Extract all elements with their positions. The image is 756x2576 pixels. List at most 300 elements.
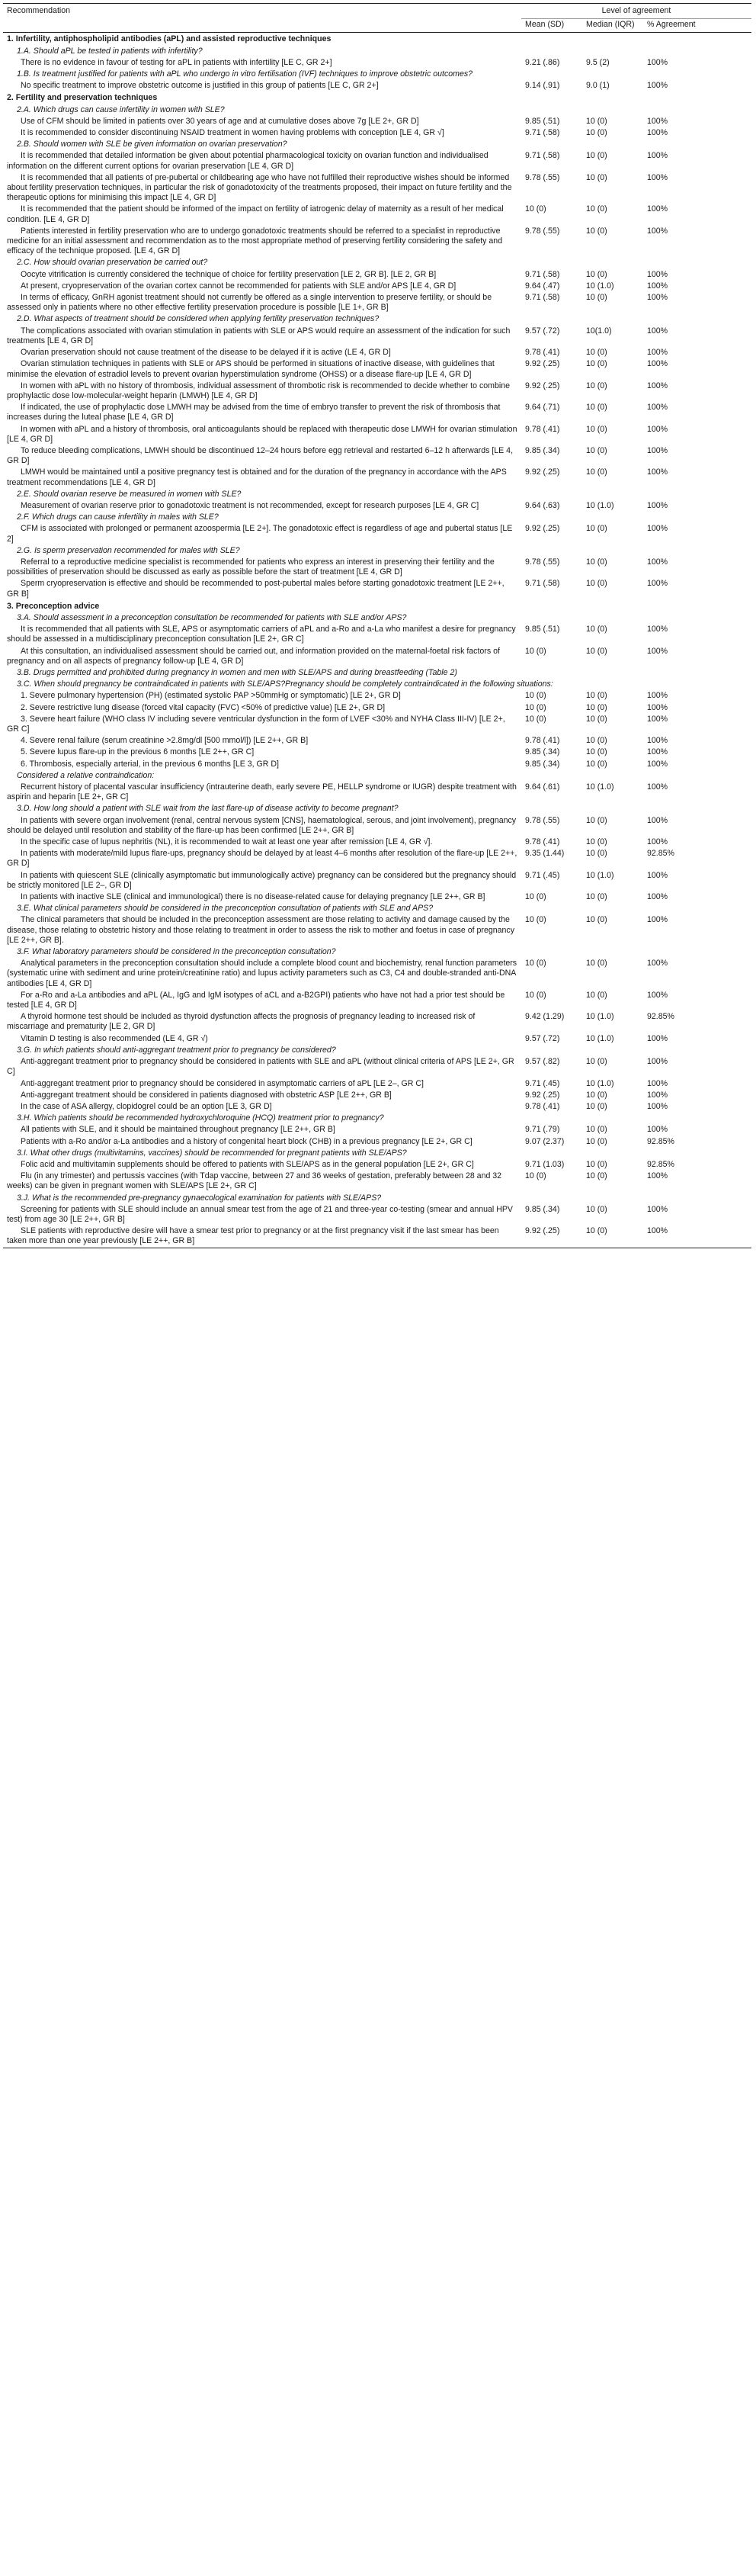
median-iqr-value: 10 (0) bbox=[586, 1057, 607, 1067]
agreement-percent: 100% bbox=[647, 691, 668, 701]
mean-sd-value: 9.71 (.58) bbox=[525, 269, 560, 279]
recommendation-text: Measurement of ovarian reserve prior to gonadotoxic treatment is not recommended, except for research purposes [LE 4, GR C] bbox=[21, 500, 479, 510]
mean-sd-value: 10 (0) bbox=[525, 204, 546, 214]
median-iqr-value: 10 (1.0) bbox=[586, 1012, 614, 1022]
question-text: 3.I. What other drugs (multivitamins, vaccines) should be recommended for pregnant patients with SLE/APS? bbox=[17, 1148, 407, 1158]
recommendation-text: The complications associated with ovarian stimulation in patients with SLE or APS would require an assessment of the indication for such treatments [LE 4, GR D] bbox=[7, 326, 511, 345]
recommendation-text: SLE patients with reproductive desire will have a smear test prior to pregnancy or at the first pregnancy visit if the last smear has been taken more than one year previously [LE 2++, GR B] bbox=[3, 1225, 521, 1248]
recommendation-row bbox=[3, 281, 751, 292]
recommendation-row bbox=[3, 557, 751, 578]
question-text: 3.J. What is the recommended pre-pregnancy gynaecological examination for patients with SLE/APS? bbox=[17, 1193, 382, 1203]
mean-sd-value: 9.35 (1.44) bbox=[525, 849, 565, 859]
recommendation-row bbox=[3, 714, 751, 735]
recommendation-row bbox=[3, 424, 751, 445]
agreement-percent: 100% bbox=[643, 1225, 751, 1248]
header-recommendation: Recommendation bbox=[3, 4, 521, 19]
agreement-percent: 100% bbox=[647, 269, 668, 279]
recommendation-text: It is recommended that all patients with SLE, APS or asymptomatic carriers of aPL and a-Ro and a-La who manifest a desire for pregnancy should be assessed in a multidisciplinary preconception consultation [LE 2+, GR C] bbox=[7, 625, 516, 644]
recommendation-text: In the specific case of lupus nephritis (NL), it is recommended to wait at least one year after remission [LE 4, GR √]. bbox=[21, 837, 433, 847]
mean-sd-value: 9.78 (.55) bbox=[525, 172, 560, 182]
recommendation-row bbox=[3, 735, 751, 747]
recommendation-row bbox=[3, 837, 751, 848]
recommendation-row bbox=[3, 467, 751, 488]
question-row bbox=[3, 1113, 751, 1124]
median-iqr-value: 10 (0) bbox=[586, 1171, 607, 1181]
question-row bbox=[3, 770, 751, 782]
agreement-percent: 100% bbox=[647, 1033, 668, 1043]
agreement-percent: 100% bbox=[647, 524, 668, 534]
question-row bbox=[3, 1045, 751, 1056]
mean-sd-value: 9.92 (.25) bbox=[525, 381, 560, 390]
agreement-percent: 100% bbox=[647, 782, 668, 792]
mean-sd-value: 9.78 (.41) bbox=[525, 736, 560, 746]
median-iqr-value: 10 (0) bbox=[586, 691, 607, 701]
median-iqr-value: 10 (0) bbox=[586, 424, 607, 434]
recommendation-text: A thyroid hormone test should be included as thyroid dysfunction affects the prognosis of pregnancy leading to increased risk of miscarriage and prematurity [LE 2, GR D] bbox=[7, 1012, 476, 1032]
median-iqr-value: 10 (1.0) bbox=[586, 500, 614, 510]
median-iqr-value: 10 (0) bbox=[586, 990, 607, 1000]
recommendation-text: Screening for patients with SLE should include an annual smear test from the age of 21 and three-year co-testing (smear and annual HPV test) from age 30 [LE 2++, GR B] bbox=[7, 1204, 514, 1224]
recommendation-row bbox=[3, 1204, 751, 1225]
recommendation-row bbox=[3, 347, 751, 358]
median-iqr-value: 10 (0) bbox=[586, 759, 607, 769]
mean-sd-value: 9.92 (.25) bbox=[521, 1225, 582, 1248]
mean-sd-value: 10 (0) bbox=[525, 714, 546, 724]
median-iqr-value: 10 (0) bbox=[586, 1204, 607, 1214]
recommendation-text: Vitamin D testing is also recommended (LE 4, GR √) bbox=[21, 1033, 208, 1043]
agreement-percent: 100% bbox=[647, 1078, 668, 1088]
mean-sd-value: 10 (0) bbox=[525, 990, 546, 1000]
median-iqr-value: 9.5 (2) bbox=[586, 57, 610, 67]
question-text: 3.H. Which patients should be recommended hydroxychloroquine (HCQ) treatment prior to pregnancy? bbox=[17, 1113, 384, 1123]
agreement-percent: 100% bbox=[647, 1171, 668, 1181]
mean-sd-value: 10 (0) bbox=[525, 646, 546, 656]
median-iqr-value: 10 (0) bbox=[586, 714, 607, 724]
median-iqr-value: 10 (0) bbox=[586, 915, 607, 925]
recommendation-text: In women with aPL with no history of thrombosis, individual assessment of thrombotic risk is recommended to decide whether to combine prophylactic dose low-molecular-weight heparin (LMWH) [LE 4, GR D] bbox=[7, 381, 511, 400]
mean-sd-value: 9.92 (.25) bbox=[525, 467, 560, 477]
recommendation-row bbox=[3, 1090, 751, 1101]
median-iqr-value: 10 (0) bbox=[586, 151, 607, 161]
agreement-percent: 100% bbox=[647, 579, 668, 589]
recommendation-text: 2. Severe restrictive lung disease (forced vital capacity (FVC) <50% of predictive value) [LE 2+, GR D] bbox=[21, 702, 386, 712]
median-iqr-value: 10 (0) bbox=[586, 736, 607, 746]
agreement-percent: 100% bbox=[647, 172, 668, 182]
question-row bbox=[3, 612, 751, 624]
recommendation-row bbox=[3, 914, 751, 946]
recommendations-document bbox=[3, 3, 751, 2573]
median-iqr-value: 10 (0) bbox=[586, 579, 607, 589]
question-text: 2.F. Which drugs can cause infertility in males with SLE? bbox=[17, 512, 219, 522]
recommendation-row bbox=[3, 500, 751, 512]
recommendation-text: Anti-aggregant treatment prior to pregnancy should be considered in patients with SLE and aPL (without clinical criteria of APS [LE 2+, GR C] bbox=[7, 1057, 514, 1077]
median-iqr-value: 10 (0) bbox=[586, 959, 607, 968]
recommendation-text: Patients interested in fertility preservation who are to undergo gonadotoxic treatments should be referred to a specialist in reproductive medicine for an initial assessment and recommendation as to the most appropriate method of preserving fertility considering the safety and efficacy of the technique proposed. [LE 4, GR D] bbox=[7, 226, 503, 256]
section-title: 3. Preconception advice bbox=[7, 601, 100, 611]
recommendation-row bbox=[3, 1171, 751, 1192]
recommendation-text: In patients with moderate/mild lupus flare-ups, pregnancy should be delayed by at least 4–6 months after resolution of the flare-up [LE 2++, GR D] bbox=[7, 849, 517, 869]
median-iqr-value: 10 (0) bbox=[586, 204, 607, 214]
recommendation-text: At present, cryopreservation of the ovarian cortex cannot be recommended for patients with SLE and/or APS [LE 4, GR D] bbox=[21, 281, 456, 291]
agreement-percent: 100% bbox=[647, 892, 668, 902]
recommendation-row bbox=[3, 759, 751, 770]
question-text: 2.C. How should ovarian preservation be carried out? bbox=[17, 258, 208, 268]
header-mean: Mean (SD) bbox=[521, 19, 582, 33]
recommendation-row bbox=[3, 624, 751, 645]
recommendation-row bbox=[3, 57, 751, 69]
recommendation-text: Sperm cryopreservation is effective and should be recommended to post-pubertal males before starting gonadotoxic treatment [LE 2++, GR B] bbox=[7, 579, 505, 599]
agreement-percent: 100% bbox=[647, 1057, 668, 1067]
recommendation-row bbox=[3, 523, 751, 544]
recommendation-row bbox=[3, 127, 751, 139]
question-row bbox=[3, 139, 751, 150]
mean-sd-value: 9.71 (.58) bbox=[525, 128, 560, 138]
mean-sd-value: 9.78 (.41) bbox=[525, 837, 560, 847]
median-iqr-value: 10 (0) bbox=[586, 359, 607, 369]
median-iqr-value: 10 (0) bbox=[586, 747, 607, 757]
recommendation-row bbox=[3, 1101, 751, 1113]
agreement-percent: 100% bbox=[647, 557, 668, 567]
agreement-percent: 100% bbox=[647, 870, 668, 880]
question-row bbox=[3, 545, 751, 557]
median-iqr-value: 10 (1.0) bbox=[586, 782, 614, 792]
recommendation-row bbox=[3, 226, 751, 258]
question-text: 3.A. Should assessment in a preconception consultation be recommended for patients with SLE and/or APS? bbox=[17, 612, 407, 622]
mean-sd-value: 9.85 (.34) bbox=[525, 445, 560, 455]
question-text: 3.E. What clinical parameters should be considered in the preconception consultation of patients with SLE and APS? bbox=[17, 904, 434, 914]
agreement-percent: 100% bbox=[647, 1090, 668, 1100]
mean-sd-value: 9.57 (.82) bbox=[525, 1057, 560, 1067]
agreement-percent: 100% bbox=[647, 736, 668, 746]
recommendation-text: CFM is associated with prolonged or permanent azoospermia [LE 2+]. The gonadotoxic effect is regardless of age and pubertal status [LE 2] bbox=[7, 524, 513, 544]
agreement-percent: 100% bbox=[647, 359, 668, 369]
mean-sd-value: 9.57 (.72) bbox=[525, 1033, 560, 1043]
median-iqr-value: 10 (0) bbox=[586, 892, 607, 902]
recommendation-text: To reduce bleeding complications, LMWH should be discontinued 12–24 hours before egg retrieval and restarted 6–12 h afterwards [LE 4, GR D] bbox=[7, 445, 514, 466]
median-iqr-value: 10 (0) bbox=[586, 348, 607, 358]
question-row bbox=[3, 803, 751, 814]
recommendation-row bbox=[3, 815, 751, 837]
median-iqr-value: 10 (0) bbox=[586, 837, 607, 847]
question-row bbox=[3, 489, 751, 500]
agreement-percent: 100% bbox=[647, 1101, 668, 1111]
question-text: 1.A. Should aPL be tested in patients with infertility? bbox=[17, 46, 203, 56]
question-text: 1.B. Is treatment justified for patients with aPL who undergo in vitro fertilisation (IVF) techniques to improve obstetric outcomes? bbox=[17, 69, 473, 79]
recommendation-text: It is recommended that detailed information be given about potential pharmacological toxicity on ovarian function and individualised information on the different current options for ovarian preservation [LE 4, GR D] bbox=[7, 151, 489, 171]
question-text: 3.G. In which patients should anti-aggregant treatment prior to pregnancy be considered? bbox=[17, 1045, 336, 1055]
median-iqr-value: 10 (0) bbox=[586, 702, 607, 712]
section-heading-row bbox=[3, 33, 751, 46]
recommendation-text: In the case of ASA allergy, clopidogrel could be an option [LE 3, GR D] bbox=[21, 1101, 272, 1111]
recommendation-text: In women with aPL and a history of thrombosis, oral anticoagulants should be replaced with therapeutic dose LMWH for ovarian stimulation [LE 4, GR D] bbox=[7, 424, 517, 444]
agreement-percent: 100% bbox=[647, 759, 668, 769]
recommendation-text: 5. Severe lupus flare-up in the previous 6 months [LE 2++, GR C] bbox=[21, 747, 255, 757]
recommendation-row bbox=[3, 172, 751, 204]
recommendation-text: At this consultation, an individualised assessment should be carried out, and information provided on the maternal-foetal risk factors of pregnancy and on all aspects of pregnancy follow-up [LE 4, GR D] bbox=[7, 646, 500, 666]
recommendation-row bbox=[3, 358, 751, 380]
question-row bbox=[3, 679, 751, 690]
agreement-percent: 100% bbox=[647, 226, 668, 236]
recommendation-row bbox=[3, 326, 751, 347]
agreement-percent: 100% bbox=[647, 57, 668, 67]
question-text: 2.D. What aspects of treatment should be considered when applying fertility preservation techniques? bbox=[17, 314, 380, 324]
question-text: Considered a relative contraindication: bbox=[17, 770, 155, 780]
agreement-percent: 100% bbox=[647, 381, 668, 390]
median-iqr-value: 10 (0) bbox=[586, 1136, 607, 1146]
mean-sd-value: 9.78 (.41) bbox=[525, 1101, 560, 1111]
mean-sd-value: 9.85 (.34) bbox=[525, 747, 560, 757]
recommendation-row bbox=[3, 1078, 751, 1090]
question-text: 2.G. Is sperm preservation recommended for males with SLE? bbox=[17, 545, 240, 555]
recommendation-row bbox=[3, 891, 751, 903]
recommendation-text: 1. Severe pulmonary hypertension (PH) (estimated systolic PAP >50mmHg or symptomatic) [LE 2+, GR D] bbox=[21, 691, 401, 701]
recommendation-row bbox=[3, 381, 751, 402]
median-iqr-value: 10 (0) bbox=[586, 1090, 607, 1100]
question-text: 3.C. When should pregnancy be contraindicated in patients with SLE/APS?Pregnancy should be completely contraindicated in the following situations: bbox=[17, 679, 553, 689]
mean-sd-value: 9.78 (.55) bbox=[525, 226, 560, 236]
recommendation-row bbox=[3, 292, 751, 313]
agreement-percent: 100% bbox=[647, 714, 668, 724]
agreement-percent: 100% bbox=[647, 116, 668, 126]
mean-sd-value: 10 (0) bbox=[525, 915, 546, 925]
recommendation-text: For a-Ro and a-La antibodies and aPL (AL, IgG and IgM isotypes of aCL and a-B2GPI) patients who have not had a prior test should be tested [LE 4, GR D] bbox=[7, 990, 505, 1010]
mean-sd-value: 9.85 (.51) bbox=[525, 116, 560, 126]
mean-sd-value: 9.78 (.41) bbox=[525, 348, 560, 358]
median-iqr-value: 10 (0) bbox=[586, 625, 607, 634]
question-text: 3.F. What laboratory parameters should be considered in the preconception consultation? bbox=[17, 947, 336, 957]
median-iqr-value: 10(1.0) bbox=[586, 326, 612, 336]
recommendation-row bbox=[3, 1159, 751, 1171]
question-row bbox=[3, 104, 751, 116]
median-iqr-value: 10 (0) bbox=[582, 1225, 643, 1248]
recommendation-text: In terms of efficacy, GnRH agonist treatment should not currently be offered as a single intervention to preserve fertility, or should be assessed only in patients where no other effective fertility preservation procedure is possible [LE 1+, GR B] bbox=[7, 293, 492, 313]
recommendation-text: Oocyte vitrification is currently considered the technique of choice for fertility preservation [LE 2, GR B]. [LE 2, GR B] bbox=[21, 269, 437, 279]
recommendation-row bbox=[3, 402, 751, 423]
question-row bbox=[3, 257, 751, 268]
question-row bbox=[3, 69, 751, 80]
recommendation-row bbox=[3, 204, 751, 225]
agreement-percent: 100% bbox=[647, 702, 668, 712]
recommendation-text: It is recommended that the patient should be informed of the impact on fertility of iatrogenic delay of maternity as a result of her medical condition. [LE 4, GR D] bbox=[7, 204, 504, 224]
recommendation-row bbox=[3, 1136, 751, 1148]
mean-sd-value: 9.14 (.91) bbox=[525, 81, 560, 91]
mean-sd-value: 9.85 (.51) bbox=[525, 625, 560, 634]
median-iqr-value: 10 (0) bbox=[586, 381, 607, 390]
median-iqr-value: 10 (0) bbox=[586, 403, 607, 413]
question-row bbox=[3, 946, 751, 958]
recommendation-text: Patients with a-Ro and/or a-La antibodies and a history of congenital heart block (CHB) in a previous pregnancy [LE 2+, GR C] bbox=[21, 1136, 472, 1146]
mean-sd-value: 9.42 (1.29) bbox=[525, 1012, 565, 1022]
recommendation-row bbox=[3, 1011, 751, 1033]
mean-sd-value: 9.92 (.25) bbox=[525, 524, 560, 534]
median-iqr-value: 10 (0) bbox=[586, 815, 607, 825]
recommendation-text: Referral to a reproductive medicine specialist is recommended for patients who express an interest in preserving their fertility and the possibilities of preservation should be discussed as early as possible before the start of treatment [LE 4, GR D] bbox=[7, 557, 495, 577]
agreement-percent: 100% bbox=[647, 81, 668, 91]
question-row bbox=[3, 512, 751, 523]
mean-sd-value: 9.78 (.41) bbox=[525, 424, 560, 434]
median-iqr-value: 9.0 (1) bbox=[586, 81, 610, 91]
median-iqr-value: 10 (1.0) bbox=[586, 870, 614, 880]
median-iqr-value: 10 (0) bbox=[586, 1159, 607, 1169]
recommendation-row bbox=[3, 747, 751, 758]
recommendation-text: If indicated, the use of prophylactic dose LMWH may be advised from the time of embryo transfer to prevent the risk of thrombosis that increases during the luteal phase [LE 4, GR D] bbox=[7, 403, 501, 422]
question-text: 3.B. Drugs permitted and prohibited during pregnancy in women and men with SLE/APS and during breastfeeding (Table 2) bbox=[17, 667, 457, 677]
recommendation-text: Anti-aggregant treatment prior to pregnancy should be considered in asymptomatic carriers of aPL [LE 2–, GR C] bbox=[21, 1078, 424, 1088]
agreement-percent: 100% bbox=[647, 837, 668, 847]
recommendation-text: Ovarian stimulation techniques in patients with SLE or APS should be performed in situations of inactive disease, with guidelines that minimise the elevation of estradiol levels to prevent ovarian hyperstimulation syndrome (OHSS) or a disease flare-up [LE 4, GR D] bbox=[7, 359, 495, 379]
recommendation-text: 6. Thrombosis, especially arterial, in the previous 6 months [LE 3, GR D] bbox=[21, 759, 279, 769]
recommendation-text: Anti-aggregant treatment should be considered in patients diagnosed with obstetric ASP [LE 2++, GR B] bbox=[21, 1090, 392, 1100]
question-text: 2.E. Should ovarian reserve be measured in women with SLE? bbox=[17, 489, 242, 499]
agreement-percent: 100% bbox=[647, 151, 668, 161]
median-iqr-value: 10 (0) bbox=[586, 849, 607, 859]
median-iqr-value: 10 (0) bbox=[586, 445, 607, 455]
section-heading-row bbox=[3, 600, 751, 612]
median-iqr-value: 10 (0) bbox=[586, 557, 607, 567]
mean-sd-value: 9.71 (.79) bbox=[525, 1125, 560, 1135]
mean-sd-value: 9.57 (.72) bbox=[525, 326, 560, 336]
recommendation-text: In patients with quiescent SLE (clinically asymptomatic but immunologically active) pregnancy can be considered but the pregnancy should be strictly monitored [LE 2–, GR D] bbox=[7, 870, 517, 890]
mean-sd-value: 9.71 (.58) bbox=[525, 579, 560, 589]
question-text: 2.B. Should women with SLE be given information on ovarian preservation? bbox=[17, 140, 287, 149]
recommendation-row bbox=[3, 578, 751, 599]
median-iqr-value: 10 (0) bbox=[586, 269, 607, 279]
recommendation-row bbox=[3, 646, 751, 667]
recommendation-row bbox=[3, 150, 751, 172]
recommendation-row bbox=[3, 445, 751, 467]
recommendation-text: 4. Severe renal failure (serum creatinine >2.8mg/dl [500 mmol/l]) [LE 2++, GR B] bbox=[21, 736, 309, 746]
recommendation-text: In patients with inactive SLE (clinical and immunological) there is no disease-related cause for delaying pregnancy [LE 2++, GR B] bbox=[21, 892, 485, 902]
agreement-percent: 100% bbox=[647, 467, 668, 477]
median-iqr-value: 10 (0) bbox=[586, 1125, 607, 1135]
recommendation-row bbox=[3, 690, 751, 702]
agreement-percent: 100% bbox=[647, 625, 668, 634]
mean-sd-value: 9.64 (.71) bbox=[525, 403, 560, 413]
agreement-percent: 100% bbox=[647, 646, 668, 656]
question-row bbox=[3, 667, 751, 679]
section-title: 1. Infertility, antiphospholipid antibodies (aPL) and assisted reproductive techniques bbox=[7, 34, 332, 44]
agreement-percent: 100% bbox=[647, 959, 668, 968]
mean-sd-value: 9.71 (1.03) bbox=[525, 1159, 565, 1169]
question-row bbox=[3, 1148, 751, 1159]
recommendation-text: In patients with severe organ involvement (renal, central nervous system [CNS], haematological, serous, and joint involvement), pregnancy should be delayed until resolution and stability of the flare-up has been confirmed [LE 2++, GR B] bbox=[7, 815, 517, 835]
mean-sd-value: 10 (0) bbox=[525, 1171, 546, 1181]
agreement-percent: 100% bbox=[647, 990, 668, 1000]
mean-sd-value: 9.71 (.45) bbox=[525, 1078, 560, 1088]
agreement-percent: 100% bbox=[647, 445, 668, 455]
recommendation-text: It is recommended that all patients of pre-pubertal or childbearing age who have not fulfilled their reproductive wishes should be informed about fertility preservation techniques, in particular the risk of gonadotoxicity of the treatments proposed, their impact on future fertility and the therapeutic options for minimising this impact [LE 4, GR D] bbox=[7, 172, 512, 203]
recommendation-row bbox=[3, 848, 751, 869]
median-iqr-value: 10 (0) bbox=[586, 646, 607, 656]
median-iqr-value: 10 (0) bbox=[586, 226, 607, 236]
question-text: 2.A. Which drugs can cause infertility in women with SLE? bbox=[17, 104, 225, 114]
mean-sd-value: 9.85 (.34) bbox=[525, 1204, 560, 1214]
median-iqr-value: 10 (0) bbox=[586, 128, 607, 138]
recommendation-row bbox=[3, 116, 751, 127]
recommendation-row bbox=[3, 702, 751, 714]
recommendation-text: Analytical parameters in the preconception consultation should include a complete blood count and biochemistry, renal function parameters (systematic urine with sediment and urine protein/creatinine ratio) and lupus activity parameters such as C3, C4 and double-stranded anti-DNA antibodies [LE 4, GR D] bbox=[7, 959, 517, 988]
recommendation-text: Recurrent history of placental vascular insufficiency (intrauterine death, early severe PE, HELLP syndrome or IUGR) despite treatment with aspirin and heparin [LE 2+, GR C] bbox=[7, 782, 517, 802]
section-title: 2. Fertility and preservation techniques bbox=[7, 93, 158, 103]
header-median: Median (IQR) bbox=[582, 19, 643, 33]
question-row bbox=[3, 1193, 751, 1204]
agreement-percent: 100% bbox=[647, 500, 668, 510]
median-iqr-value: 10 (0) bbox=[586, 293, 607, 303]
recommendation-text: All patients with SLE, and it should be maintained throughout pregnancy [LE 2++, GR B] bbox=[21, 1125, 335, 1135]
recommendation-row bbox=[3, 1124, 751, 1135]
agreement-percent: 100% bbox=[647, 281, 668, 291]
mean-sd-value: 9.64 (.47) bbox=[525, 281, 560, 291]
recommendation-row bbox=[3, 1033, 751, 1045]
recommendation-row bbox=[3, 1225, 751, 1248]
mean-sd-value: 9.71 (.58) bbox=[525, 293, 560, 303]
recommendation-row bbox=[3, 990, 751, 1011]
mean-sd-value: 10 (0) bbox=[525, 691, 546, 701]
median-iqr-value: 10 (1.0) bbox=[586, 1078, 614, 1088]
mean-sd-value: 10 (0) bbox=[525, 892, 546, 902]
recommendation-text: LMWH would be maintained until a positive pregnancy test is obtained and for the duration of the pregnancy in accordance with the APS treatment recommendations [LE 4, GR D] bbox=[7, 467, 507, 487]
recommendation-row bbox=[3, 80, 751, 92]
mean-sd-value: 9.71 (.45) bbox=[525, 870, 560, 880]
agreement-percent: 100% bbox=[647, 326, 668, 336]
header-agreement: % Agreement bbox=[643, 19, 751, 33]
mean-sd-value: 9.71 (.58) bbox=[525, 151, 560, 161]
median-iqr-value: 10 (0) bbox=[586, 524, 607, 534]
agreement-percent: 92.85% bbox=[647, 1159, 674, 1169]
mean-sd-value: 10 (0) bbox=[525, 959, 546, 968]
agreement-percent: 100% bbox=[647, 403, 668, 413]
agreement-percent: 100% bbox=[647, 915, 668, 925]
median-iqr-value: 10 (0) bbox=[586, 1101, 607, 1111]
agreement-percent: 100% bbox=[647, 424, 668, 434]
recommendations-table bbox=[3, 3, 751, 1248]
agreement-percent: 100% bbox=[647, 815, 668, 825]
recommendation-text: Folic acid and multivitamin supplements should be offered to patients with SLE/APS as in the general population [LE 2+, GR C] bbox=[21, 1159, 474, 1169]
table-header bbox=[3, 4, 751, 33]
agreement-percent: 100% bbox=[647, 1125, 668, 1135]
header-level-of-agreement: Level of agreement bbox=[521, 4, 751, 19]
median-iqr-value: 10 (0) bbox=[586, 116, 607, 126]
question-row bbox=[3, 903, 751, 914]
agreement-percent: 100% bbox=[647, 204, 668, 214]
question-text: 3.D. How long should a patient with SLE wait from the last flare-up of disease activity to become pregnant? bbox=[17, 804, 399, 814]
mean-sd-value: 9.85 (.34) bbox=[525, 759, 560, 769]
agreement-percent: 92.85% bbox=[647, 849, 674, 859]
recommendation-row bbox=[3, 870, 751, 891]
recommendation-row bbox=[3, 1056, 751, 1078]
recommendation-text: There is no evidence in favour of testing for aPL in patients with infertility [LE C, GR 2+] bbox=[21, 57, 332, 67]
table-body bbox=[3, 33, 751, 1248]
mean-sd-value: 9.92 (.25) bbox=[525, 359, 560, 369]
agreement-percent: 100% bbox=[647, 128, 668, 138]
mean-sd-value: 9.07 (2.37) bbox=[525, 1136, 565, 1146]
recommendation-text: Flu (in any trimester) and pertussis vaccines (with Tdap vaccine, between 27 and 36 weeks of gestation, preferably between 28 and 32 weeks) can be given in pregnant women with SLE/APS [LE 2+, GR C] bbox=[7, 1171, 502, 1191]
median-iqr-value: 10 (0) bbox=[586, 172, 607, 182]
mean-sd-value: 10 (0) bbox=[525, 702, 546, 712]
recommendation-row bbox=[3, 782, 751, 803]
median-iqr-value: 10 (0) bbox=[586, 467, 607, 477]
agreement-percent: 92.85% bbox=[647, 1012, 674, 1022]
question-row bbox=[3, 46, 751, 57]
recommendation-row bbox=[3, 269, 751, 281]
mean-sd-value: 9.92 (.25) bbox=[525, 1090, 560, 1100]
recommendation-text: 3. Severe heart failure (WHO class IV including severe ventricular dysfunction in the form of LVEF <30% and NYHA Class III-IV) [LE 2+, GR C] bbox=[7, 714, 505, 734]
mean-sd-value: 9.21 (.86) bbox=[525, 57, 560, 67]
median-iqr-value: 10 (1.0) bbox=[586, 1033, 614, 1043]
mean-sd-value: 9.64 (.63) bbox=[525, 500, 560, 510]
question-row bbox=[3, 313, 751, 325]
agreement-percent: 100% bbox=[647, 747, 668, 757]
